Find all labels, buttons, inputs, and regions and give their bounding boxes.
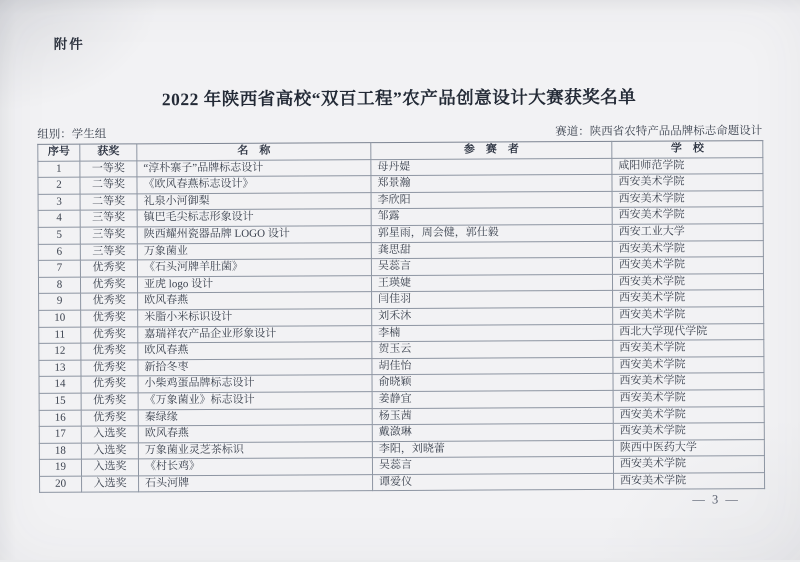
entry-name: 《万象菌业》标志设计 [138, 392, 372, 410]
award-level: 优秀奖 [81, 393, 138, 410]
entry-name: 秦绿缘 [138, 408, 372, 426]
entry-name: 亚虎 logo 设计 [137, 275, 371, 293]
group-label: 组别：学生组 [37, 128, 107, 141]
school: 西安美术学院 [612, 240, 763, 257]
participants: 李欣阳 [371, 191, 612, 209]
row-number: 3 [38, 194, 80, 211]
entry-name: “淳朴寨子”品牌标志设计 [137, 159, 371, 177]
award-level: 优秀奖 [81, 293, 138, 310]
header-award: 获奖 [80, 144, 137, 161]
school: 咸阳师范学院 [612, 157, 763, 174]
entry-name: 小柴鸡蛋品牌标志设计 [138, 375, 372, 393]
meta-row [37, 122, 762, 142]
school: 西安美术学院 [612, 207, 763, 224]
awards-table-body [38, 157, 765, 493]
header-school: 学 校 [612, 141, 763, 158]
award-level: 优秀奖 [81, 343, 138, 360]
school: 陕西中医药大学 [613, 439, 764, 456]
entry-name: 新拾冬枣 [138, 358, 372, 376]
entry-name: 镇巴毛尖标志形象设计 [137, 209, 371, 227]
school: 西北大学现代学院 [613, 323, 764, 340]
school: 西安美术学院 [612, 257, 763, 274]
award-level: 一等奖 [80, 160, 137, 177]
row-number: 10 [39, 310, 81, 327]
participants: 邹露 [371, 208, 612, 226]
row-number: 9 [39, 294, 81, 311]
participants: 贺玉云 [372, 341, 613, 359]
award-level: 优秀奖 [80, 277, 137, 294]
row-number: 12 [39, 343, 81, 360]
participants: 俞晓颖 [372, 374, 613, 392]
school: 西安美术学院 [613, 307, 764, 324]
row-number: 2 [38, 177, 80, 194]
participants: 母丹媞 [371, 158, 612, 176]
award-level: 入选奖 [81, 426, 138, 443]
participants: 李楠 [372, 324, 613, 342]
award-level: 优秀奖 [81, 409, 138, 426]
participants: 吴蕊言 [372, 457, 613, 475]
row-number: 1 [38, 161, 80, 178]
row-number: 5 [38, 227, 80, 244]
participants: 戴潋琳 [372, 423, 613, 441]
school: 西安美术学院 [614, 472, 765, 489]
row-number: 6 [38, 244, 80, 261]
row-number: 18 [39, 443, 81, 460]
award-level: 优秀奖 [81, 326, 138, 343]
row-number: 8 [38, 277, 80, 294]
award-level: 入选奖 [81, 459, 138, 476]
entry-name: 欧风春燕 [138, 342, 372, 360]
entry-name: 欧风春燕 [138, 292, 372, 310]
participants: 吴蕊言 [371, 258, 612, 276]
participants: 胡佳怡 [372, 357, 613, 375]
participants: 龚思甜 [371, 241, 612, 259]
entry-name: 石头河牌 [139, 475, 373, 493]
participants: 谭爱仪 [373, 473, 614, 491]
awards-table [37, 140, 765, 493]
attachment-label: 附件 [53, 36, 85, 52]
entry-name: 《村长鸡》 [138, 458, 372, 476]
entry-name: 嘉瑞祥农产品企业形象设计 [138, 325, 372, 343]
participants: 郭星雨，周会健，郭仕毅 [371, 224, 612, 242]
row-number: 16 [39, 410, 81, 427]
row-number: 4 [38, 211, 80, 228]
award-level: 优秀奖 [80, 260, 137, 277]
participants: 李阳，刘晓蕾 [372, 440, 613, 458]
table-row [40, 472, 765, 492]
school: 西安美术学院 [613, 423, 764, 440]
entry-name: 万象菌业 [137, 242, 371, 260]
entry-name: 《欧风春燕标志设计》 [137, 176, 371, 194]
participants: 杨玉茜 [372, 407, 613, 425]
award-level: 三等奖 [80, 210, 137, 227]
row-number: 15 [39, 393, 81, 410]
participants: 姜静宜 [372, 390, 613, 408]
school: 西安美术学院 [613, 340, 764, 357]
row-number: 14 [39, 376, 81, 393]
school: 西安美术学院 [613, 290, 764, 307]
track-label: 赛道：陕西省农特产品品牌标志命题设计 [555, 125, 763, 139]
row-number: 11 [39, 327, 81, 344]
school: 西安美术学院 [612, 174, 763, 191]
header-participants: 参 赛 者 [371, 141, 612, 159]
entry-name: 欧风春燕 [138, 425, 372, 443]
row-number: 19 [39, 459, 81, 476]
row-number: 7 [38, 260, 80, 277]
award-level: 二等奖 [80, 194, 137, 211]
award-level: 入选奖 [82, 476, 139, 493]
page-title: 2022 年陕西省高校“双百工程”农产品创意设计大赛获奖名单 [161, 86, 637, 110]
page-number: — 3 — [692, 492, 740, 507]
school: 西安美术学院 [613, 390, 764, 407]
participants: 闫佳羽 [372, 291, 613, 309]
school: 西安美术学院 [612, 190, 763, 207]
award-level: 二等奖 [80, 177, 137, 194]
award-level: 优秀奖 [81, 360, 138, 377]
school: 西安工业大学 [612, 224, 763, 241]
header-number: 序号 [38, 144, 80, 161]
award-level: 优秀奖 [81, 376, 138, 393]
row-number: 13 [39, 360, 81, 377]
participants: 王瑛婕 [371, 274, 612, 292]
award-level: 三等奖 [80, 227, 137, 244]
row-number: 17 [39, 426, 81, 443]
participants: 郑景瀚 [371, 175, 612, 193]
school: 西安美术学院 [613, 356, 764, 373]
school: 西安美术学院 [612, 273, 763, 290]
entry-name: 陕西耀州瓷器品牌 LOGO 设计 [137, 226, 371, 244]
award-level: 入选奖 [81, 443, 138, 460]
school: 西安美术学院 [613, 456, 764, 473]
entry-name: 礼泉小河御梨 [137, 192, 371, 210]
entry-name: 米脂小米标识设计 [138, 309, 372, 327]
entry-name: 万象菌业灵芝茶标识 [138, 441, 372, 459]
school: 西安美术学院 [613, 406, 764, 423]
row-number: 20 [40, 476, 82, 493]
participants: 刘禾沐 [372, 307, 613, 325]
award-level: 三等奖 [80, 243, 137, 260]
header-entry-name: 名 称 [137, 143, 371, 161]
school: 西安美术学院 [613, 373, 764, 390]
award-level: 优秀奖 [81, 310, 138, 327]
entry-name: 《石头河牌羊肚菌》 [137, 259, 371, 277]
